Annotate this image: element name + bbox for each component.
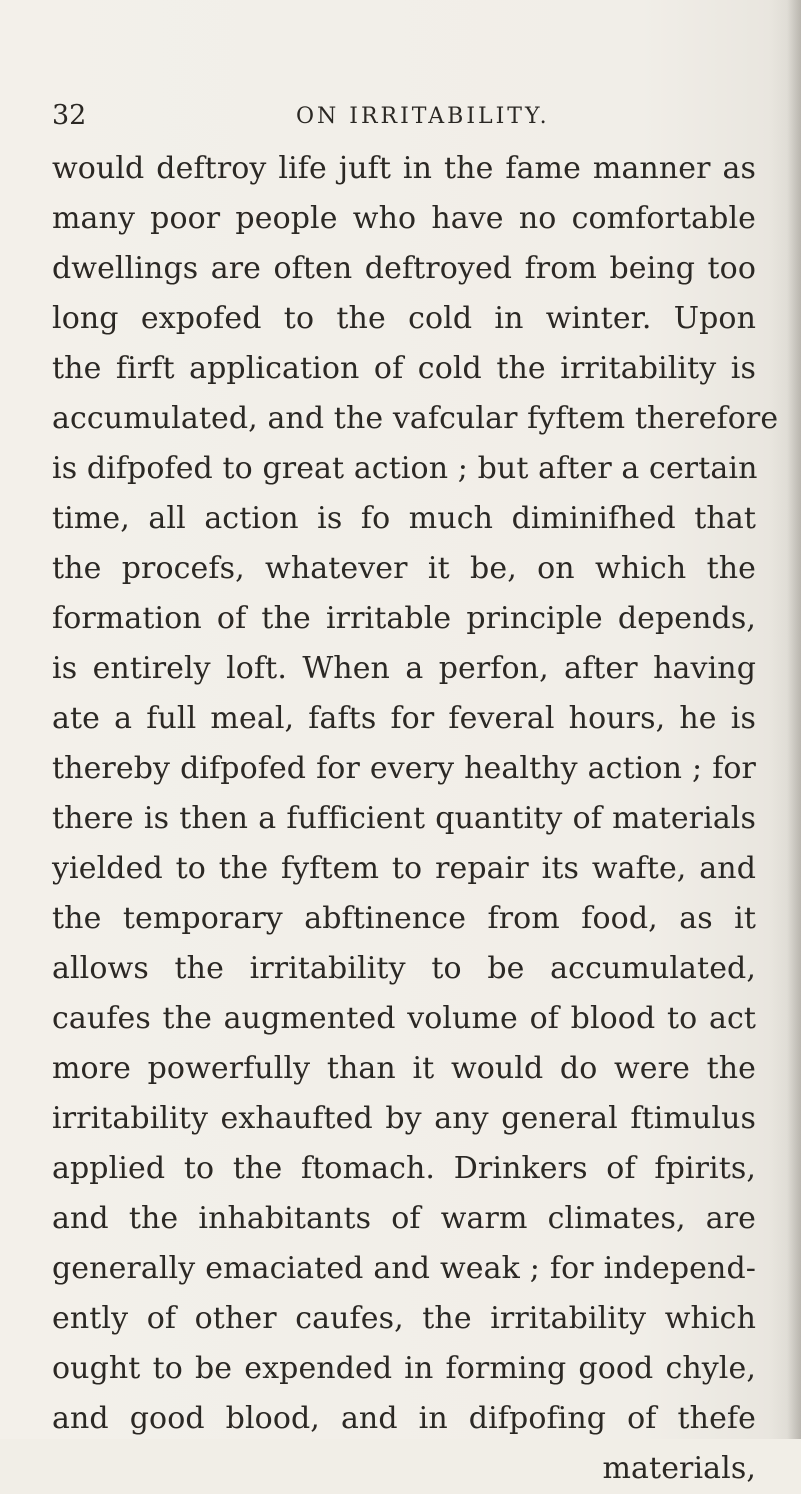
- text-line: irritability exhaufted by any general ftimulus: [52, 1101, 756, 1136]
- text-line: generally emaciated and weak ; for independ-: [52, 1251, 756, 1286]
- text-line: long expofed to the cold in winter. Upon: [52, 301, 756, 336]
- text-line: is difpofed to great action ; but after a certain: [52, 451, 758, 486]
- text-line: there is then a fufficient quantity of materials: [52, 801, 756, 836]
- text-line: applied to the ftomach. Drinkers of fpirits,: [52, 1151, 756, 1186]
- text-line: ought to be expended in forming good chyle,: [52, 1351, 756, 1386]
- text-line: ate a full meal, fafts for feveral hours, he is: [52, 701, 756, 736]
- text-line: allows the irritability to be accumulated,: [52, 951, 756, 986]
- text-line: the procefs, whatever it be, on which the: [52, 551, 756, 586]
- text-line: accumulated, and the vafcular fyftem therefore: [52, 401, 779, 436]
- text-line: more powerfully than it would do were the: [52, 1051, 756, 1086]
- text-line: ently of other caufes, the irritability which: [52, 1301, 756, 1336]
- page-edge-shadow: [787, 0, 801, 1439]
- catchword: materials,: [602, 1451, 756, 1486]
- text-line: the firft application of cold the irritability is: [52, 351, 756, 386]
- body-text: [52, 144, 779, 1494]
- text-line: dwellings are often deftroyed from being too: [52, 251, 756, 286]
- page-header: [52, 100, 752, 140]
- text-line: yielded to the fyftem to repair its wafte, and: [52, 851, 756, 886]
- text-line: and good blood, and in difpofing of thefe: [52, 1401, 756, 1436]
- text-line: thereby difpofed for every healthy action ; for: [52, 751, 756, 786]
- text-line: the temporary abftinence from food, as it: [52, 901, 756, 936]
- page-number: 32: [52, 100, 87, 131]
- text-line: would deftroy life juft in the fame manner as: [52, 151, 756, 186]
- text-line: many poor people who have no comfortable: [52, 201, 756, 236]
- text-line: caufes the augmented volume of blood to act: [52, 1001, 756, 1036]
- running-head: ON IRRITABILITY.: [296, 104, 550, 129]
- text-line: formation of the irritable principle depends,: [52, 601, 756, 636]
- text-line: time, all action is fo much diminifhed that: [52, 501, 756, 536]
- text-line: and the inhabitants of warm climates, are: [52, 1201, 756, 1236]
- text-line: is entirely loft. When a perfon, after having: [52, 651, 756, 686]
